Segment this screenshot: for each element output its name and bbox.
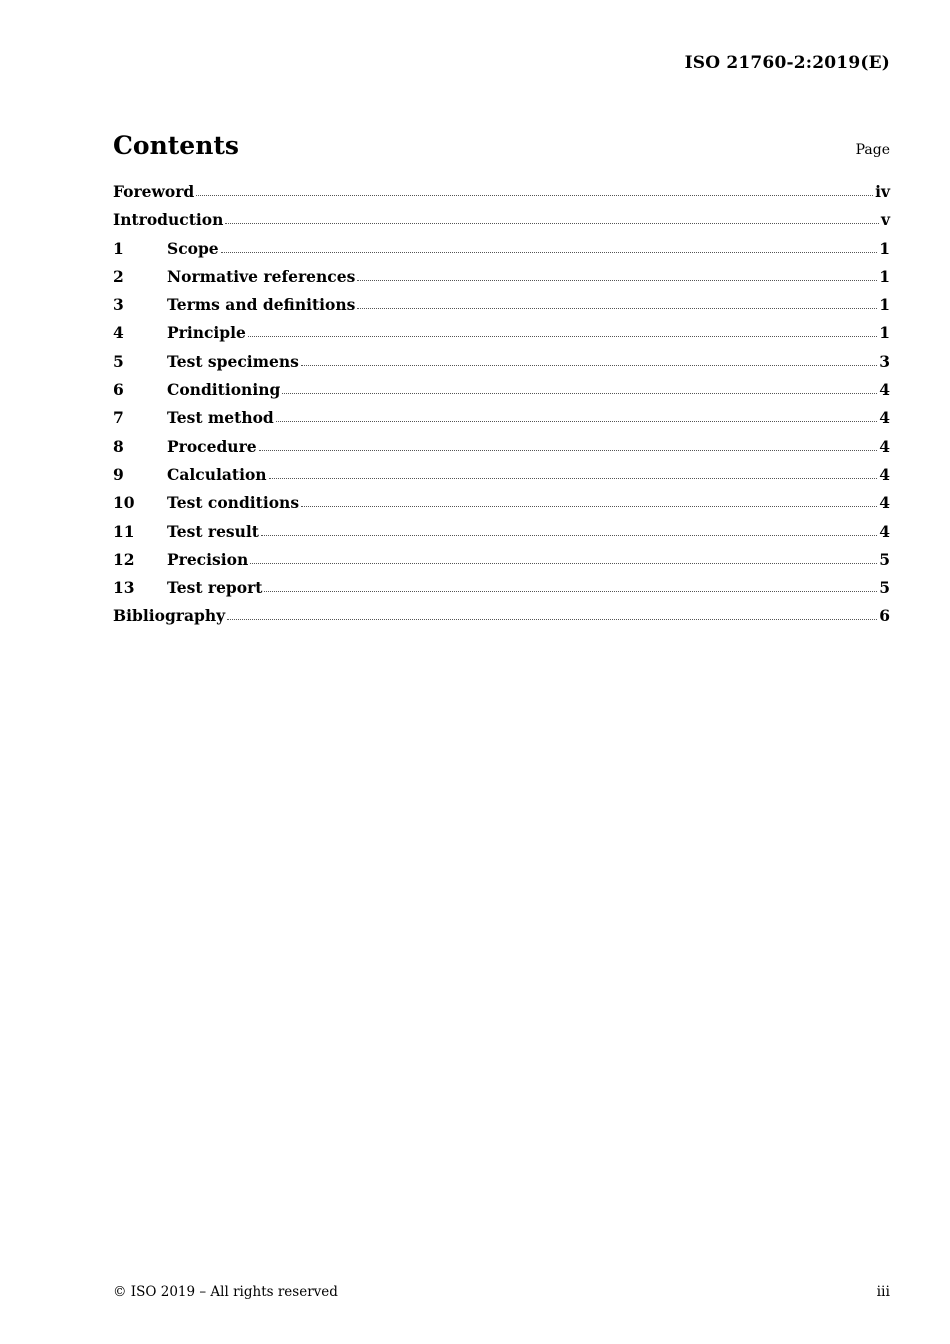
toc-dot-leader: [261, 534, 877, 536]
toc-entry-title: Test method: [167, 408, 274, 428]
toc-entry[interactable]: [113, 408, 890, 436]
toc-dot-leader: [259, 449, 878, 451]
toc-dot-leader: [357, 307, 877, 309]
toc-entry-page: 4: [879, 380, 890, 400]
toc-entry-title: Test report: [167, 578, 263, 598]
toc-entry-title: Terms and definitions: [167, 295, 356, 315]
toc-dot-leader: [264, 590, 877, 592]
toc-dot-leader: [276, 420, 877, 422]
toc-entry-page: 1: [879, 295, 890, 315]
contents-heading: Contents: [113, 131, 240, 160]
toc-entry[interactable]: [113, 522, 890, 550]
toc-entry[interactable]: [113, 437, 890, 465]
toc-entry-page: 4: [879, 408, 890, 428]
toc-entry[interactable]: [113, 606, 890, 634]
toc-entry[interactable]: [113, 323, 890, 351]
toc-entry-title: Precision: [167, 549, 249, 569]
toc-entry-title: Calculation: [167, 464, 267, 484]
toc-entry-title: Introduction: [113, 210, 224, 230]
toc-entry-page: 1: [879, 323, 890, 343]
toc-entry-page: iv: [875, 182, 890, 201]
toc-entry-page: 5: [879, 578, 890, 598]
toc-entry-title: Bibliography: [113, 606, 226, 626]
toc-dot-leader: [282, 392, 877, 394]
toc-entry[interactable]: [113, 239, 890, 267]
toc-dot-leader: [227, 618, 877, 620]
toc-entry-page: v: [880, 210, 890, 230]
toc-dot-leader: [225, 222, 879, 224]
toc-entry-number: 4: [113, 323, 124, 343]
toc-entry[interactable]: [113, 380, 890, 408]
table-of-contents: [113, 182, 890, 635]
toc-entry-number: 2: [113, 266, 124, 286]
toc-entry-page: 4: [879, 464, 890, 484]
toc-dot-leader: [269, 477, 878, 479]
toc-dot-leader: [196, 194, 873, 196]
toc-entry-number: 1: [113, 238, 124, 258]
toc-entry-number: 3: [113, 295, 124, 315]
toc-dot-leader: [221, 251, 878, 253]
document-identifier: ISO 21760-2:2019(E): [684, 53, 890, 73]
toc-entry[interactable]: [113, 295, 890, 323]
toc-entry-number: 11: [113, 521, 135, 541]
toc-entry-number: 9: [113, 464, 124, 484]
toc-dot-leader: [301, 364, 877, 366]
toc-entry[interactable]: [113, 578, 890, 606]
toc-entry-page: 4: [879, 521, 890, 541]
toc-entry-title: Test result: [167, 521, 259, 541]
toc-entry-title: Test specimens: [167, 351, 299, 371]
toc-entry-page: 6: [879, 606, 890, 626]
toc-entry-number: 13: [113, 578, 135, 598]
toc-entry-number: 6: [113, 380, 124, 400]
toc-entry[interactable]: [113, 267, 890, 295]
toc-entry[interactable]: [113, 182, 890, 210]
toc-entry[interactable]: [113, 465, 890, 493]
toc-entry[interactable]: [113, 210, 890, 238]
toc-entry-page: 5: [879, 549, 890, 569]
toc-dot-leader: [357, 279, 877, 281]
toc-dot-leader: [248, 335, 877, 337]
toc-entry-title: Principle: [167, 323, 246, 343]
toc-entry-number: 8: [113, 436, 124, 456]
footer-page-number: iii: [876, 1284, 890, 1300]
toc-entry[interactable]: [113, 493, 890, 521]
toc-entry-page: 4: [879, 436, 890, 456]
toc-entry-page: 1: [879, 238, 890, 258]
toc-entry-page: 1: [879, 266, 890, 286]
footer-copyright: © ISO 2019 – All rights reserved: [113, 1284, 338, 1300]
toc-entry-title: Test conditions: [167, 493, 300, 513]
toc-entry[interactable]: [113, 550, 890, 578]
toc-entry-title: Procedure: [167, 436, 257, 456]
page-column-label: Page: [855, 142, 890, 158]
toc-entry-title: Normative references: [167, 266, 356, 286]
toc-entry-title: Conditioning: [167, 380, 281, 400]
toc-entry-title: Scope: [167, 238, 219, 258]
toc-entry-page: 3: [879, 351, 890, 371]
toc-entry-number: 7: [113, 408, 124, 428]
toc-entry-title: Foreword: [113, 182, 195, 201]
toc-entry-page: 4: [879, 493, 890, 513]
toc-entry[interactable]: [113, 352, 890, 380]
toc-entry-number: 5: [113, 351, 124, 371]
toc-entry-number: 10: [113, 493, 135, 513]
toc-dot-leader: [301, 505, 877, 507]
toc-dot-leader: [250, 562, 877, 564]
toc-entry-number: 12: [113, 549, 135, 569]
